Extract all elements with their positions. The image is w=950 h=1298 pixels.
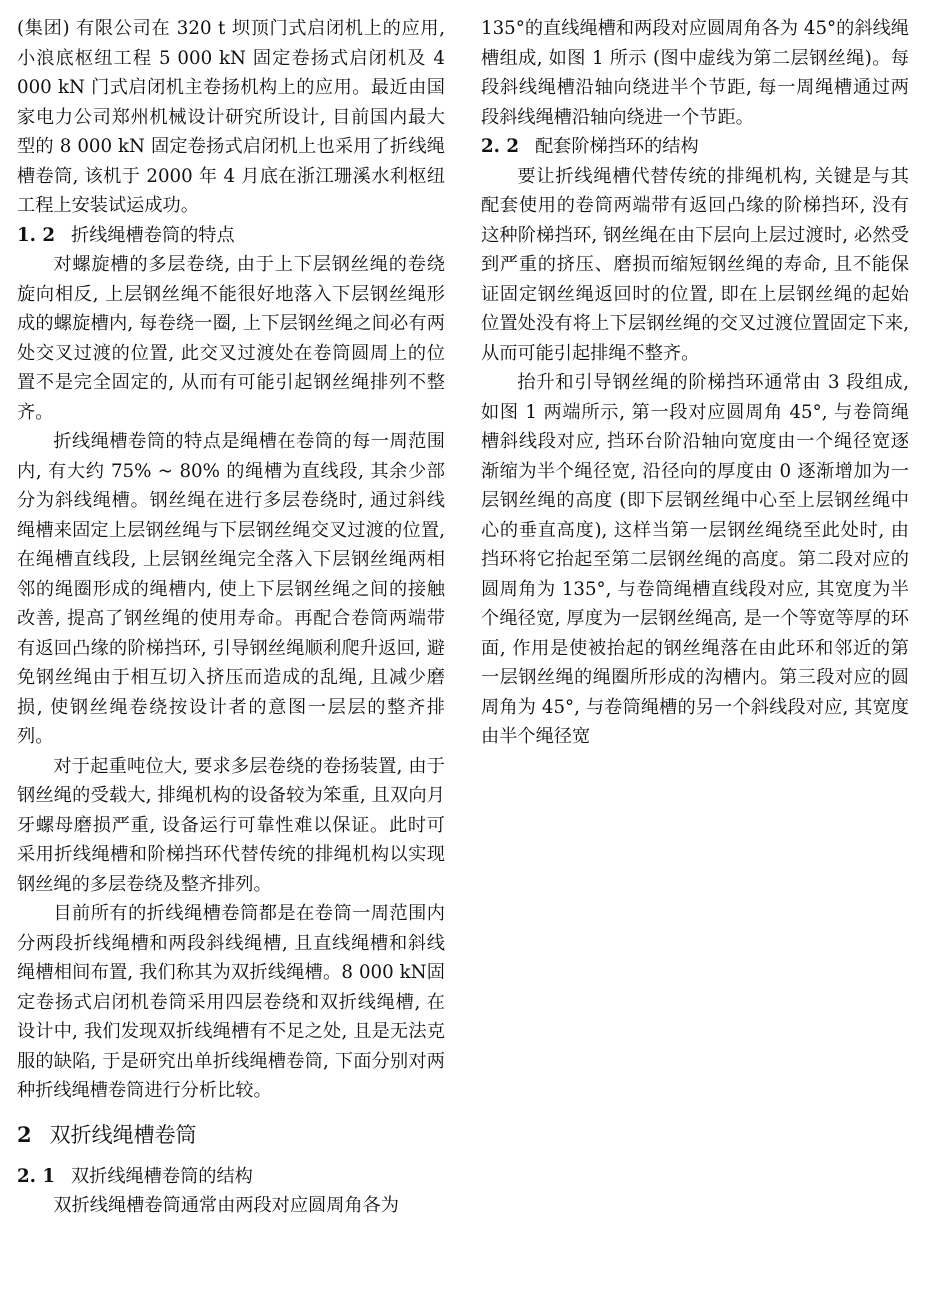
paragraph: 对螺旋槽的多层卷绕, 由于上下层钢丝绳的卷绕旋向相反, 上层钢丝绳不能很好地落入下层钢丝绳形成的螺旋槽内, 每卷绕一圈, 上下层钢丝绳之间必有两处交叉过渡的位置, 此交叉过渡处在卷筒圆周上的位置不是完全固定的, 从而有可能引起钢丝绳排列不整齐。 [17, 254, 445, 423]
right-column [481, 14, 909, 752]
heading-number: 1. 2 [17, 224, 55, 246]
paragraph: 折线绳槽卷筒的特点是绳槽在卷筒的每一周范围内, 有大约 75% ~ 80% 的绳槽为直线段, 其余少部分为斜线绳槽。钢丝绳在进行多层卷绕时, 通过斜线绳槽来固定上层钢丝绳与下层钢丝绳交叉过渡的位置, 在绳槽直线段, 上层钢丝绳完全落入下层钢丝绳两相邻的绳圈形成的绳槽内, 使上下层钢丝绳之间的接触改善, 提高了钢丝绳的使用寿命。再配合卷筒两端带有返回凸缘的阶梯挡环, 引导钢丝绳顺利爬升返回, 避免钢丝绳由于相互切入挤压而造成的乱绳, 且减少磨损, 使钢丝绳卷绕按设计者的意图一层层的整齐排列。 [17, 431, 445, 747]
heading-text: 配套阶梯挡环的结构 [534, 136, 699, 157]
heading-2-1 [17, 1162, 445, 1192]
paragraph-continued: 135°的直线绳槽和两段对应圆周角各为 45°的斜线绳槽组成, 如图 1 所示 (图中虚线为第二层钢丝绳)。每段斜线绳槽沿轴向绕进半个节距, 每一周绳槽通过两段斜线绳槽沿轴向绕进一个节距。 [481, 18, 909, 128]
heading-1-2 [17, 221, 445, 251]
paragraph: 要让折线绳槽代替传统的排绳机构, 关键是与其配套使用的卷筒两端带有返回凸缘的阶梯挡环, 没有这种阶梯挡环, 钢丝绳在由下层向上层过渡时, 必然受到严重的挤压、磨损而缩短钢丝绳的寿命, 且不能保证固定钢丝绳返回时的位置, 即在上层钢丝绳的起始位置处没有将上下层钢丝绳的交叉过渡位置固定下来, 从而可能引起排绳不整齐。 [481, 165, 909, 364]
section-heading-2 [17, 1120, 445, 1150]
heading-number: 2. 1 [17, 1165, 55, 1187]
paragraph: 双折线绳槽卷筒通常由两段对应圆周角各为 [53, 1195, 399, 1216]
paragraph: 对于起重吨位大, 要求多层卷绕的卷扬装置, 由于钢丝绳的受载大, 排绳机构的设备较为笨重, 且双向月牙螺母磨损严重, 设备运行可靠性难以保证。此时可采用折线绳槽和阶梯挡环代替传统的排绳机构以实现钢丝绳的多层卷绕及整齐排列。 [17, 755, 445, 895]
heading-text: 折线绳槽卷筒的特点 [70, 224, 235, 246]
heading-number: 2. 2 [481, 136, 519, 157]
heading-text: 双折线绳槽卷筒的结构 [70, 1165, 253, 1187]
paragraph-intro-continued: (集团) 有限公司在 320 t 坝顶门式启闭机上的应用, 小浪底枢纽工程 5 000 kN 固定卷扬式启闭机及 4 000 kN 门式启闭机主卷扬机构上的应用。最近由国家电力公司郑州机械设计研究所设计, 目前国内最大型的 8 000 kN 固定卷扬式启闭机上也采用了折线绳槽卷筒, 该机于 2000 年 4 月底在浙江珊溪水利枢纽工程上安装试运成功。 [17, 18, 445, 216]
paragraph: 目前所有的折线绳槽卷筒都是在卷筒一周范围内分两段折线绳槽和两段斜线绳槽, 且直线绳槽和斜线绳槽相间布置, 我们称其为双折线绳槽。8 000 kN固定卷扬式启闭机卷筒采用四层卷绕和双折线绳槽, 在设计中, 我们发现双折线绳槽有不足之处, 且是无法克服的缺陷, 于是研究出单折线绳槽卷筒, 下面分别对两种折线绳槽卷筒进行分析比较。 [17, 903, 445, 1101]
heading-text: 双折线绳槽卷筒 [49, 1122, 197, 1147]
heading-number: 2 [17, 1121, 32, 1147]
left-column [17, 14, 445, 1221]
heading-2-2 [481, 132, 909, 162]
paragraph: 抬升和引导钢丝绳的阶梯挡环通常由 3 段组成, 如图 1 两端所示, 第一段对应圆周角 45°, 与卷筒绳槽斜线段对应, 挡环台阶沿轴向宽度由一个绳径宽逐渐缩为半个绳径宽, 沿径向的厚度由 0 逐渐增加为一层钢丝绳的高度 (即下层钢丝绳中心至上层钢丝绳中心的垂直高度), 这样当第一层钢丝绳绕至此处时, 由挡环将它抬起至第二层钢丝绳的高度。第二段对应的圆周角为 135°, 与卷筒绳槽直线段对应, 其宽度为半个绳径宽, 厚度为一层钢丝绳高, 是一个等宽等厚的环面, 作用是使被抬起的钢丝绳落在由此环和邻近的第一层钢丝绳的绳圈所形成的沟槽内。第三段对应的圆周角为 45°, 与卷筒绳槽的另一个斜线段对应, 其宽度由半个绳径宽 [481, 372, 909, 747]
